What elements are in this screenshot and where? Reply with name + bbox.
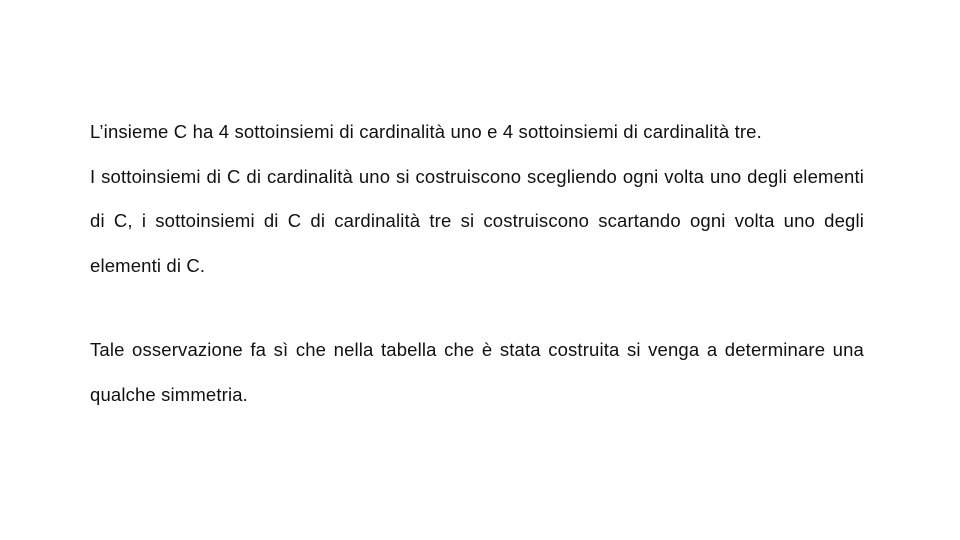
paragraph-symmetry-observation: Tale osservazione fa sì che nella tabella che è stata costruita si venga a determinare una qualche simmetria. bbox=[90, 339, 864, 405]
slide-body bbox=[90, 110, 864, 417]
paragraph-subset-count: L’insieme C ha 4 sottoinsiemi di cardinalità uno e 4 sottoinsiemi di cardinalità tre. bbox=[90, 121, 762, 142]
paragraph-subset-construction: I sottoinsiemi di C di cardinalità uno si costruiscono scegliendo ogni volta uno degli elementi di C, i sottoinsiemi di C di cardinalità tre si costruiscono scartando ogni volta uno degli elementi di C. bbox=[90, 165, 864, 276]
